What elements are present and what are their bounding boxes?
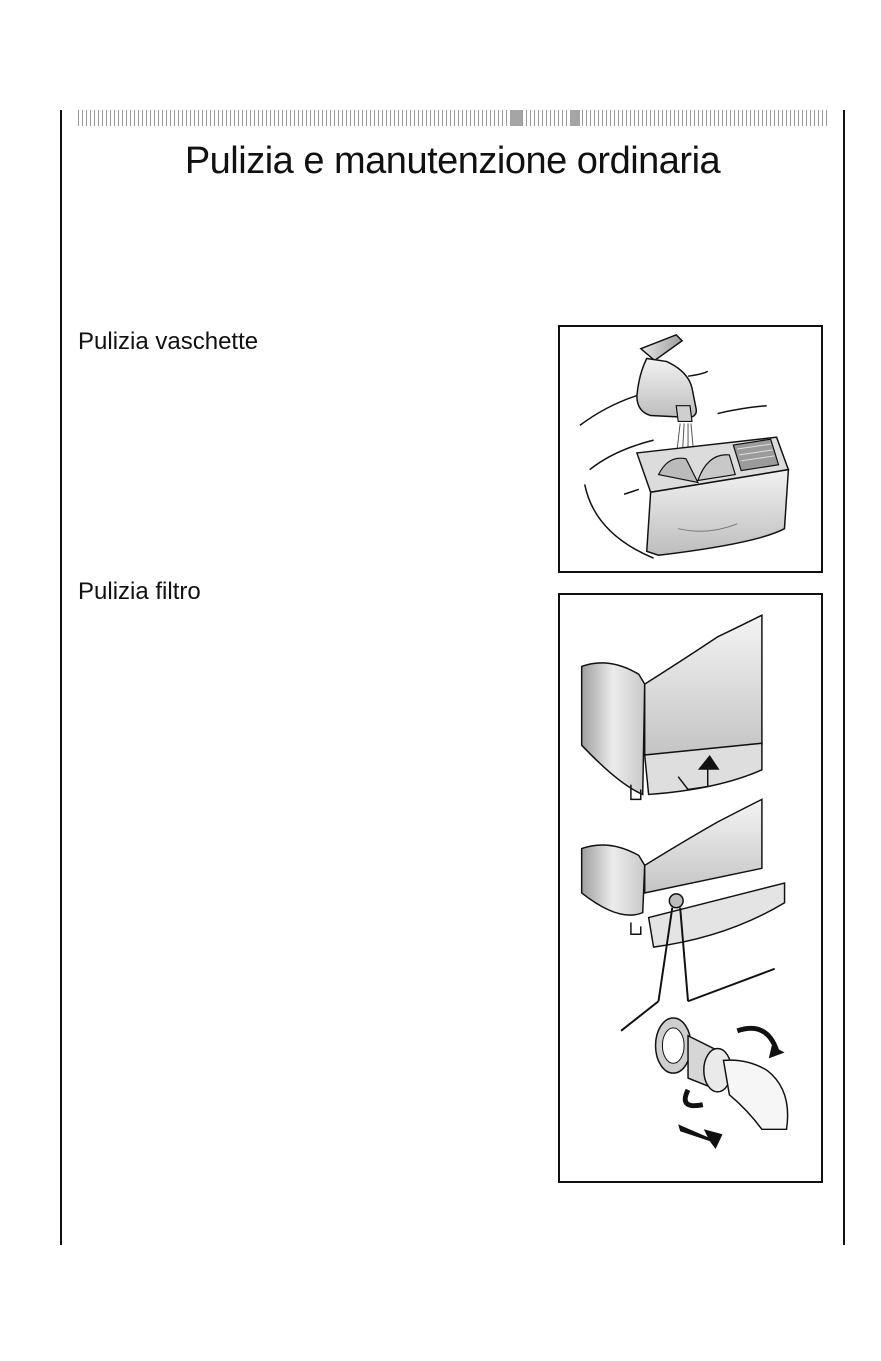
section-heading-filter: Pulizia filtro <box>78 578 201 605</box>
section-heading-detergent-drawer: Pulizia vaschette <box>78 328 259 355</box>
detergent-drawer-figure <box>558 325 823 573</box>
filter-cleaning-figure <box>558 593 823 1183</box>
tap-rinsing-detergent-drawer-illustration <box>560 327 821 571</box>
header-bar-block <box>510 110 522 126</box>
right-margin-rule <box>843 110 845 1245</box>
left-margin-rule <box>60 110 62 1245</box>
page-title: Pulizia e manutenzione ordinaria <box>184 140 721 182</box>
filter-removal-illustration <box>560 595 821 1181</box>
header-bar-block <box>570 110 580 126</box>
decorative-header-bar <box>78 110 828 126</box>
